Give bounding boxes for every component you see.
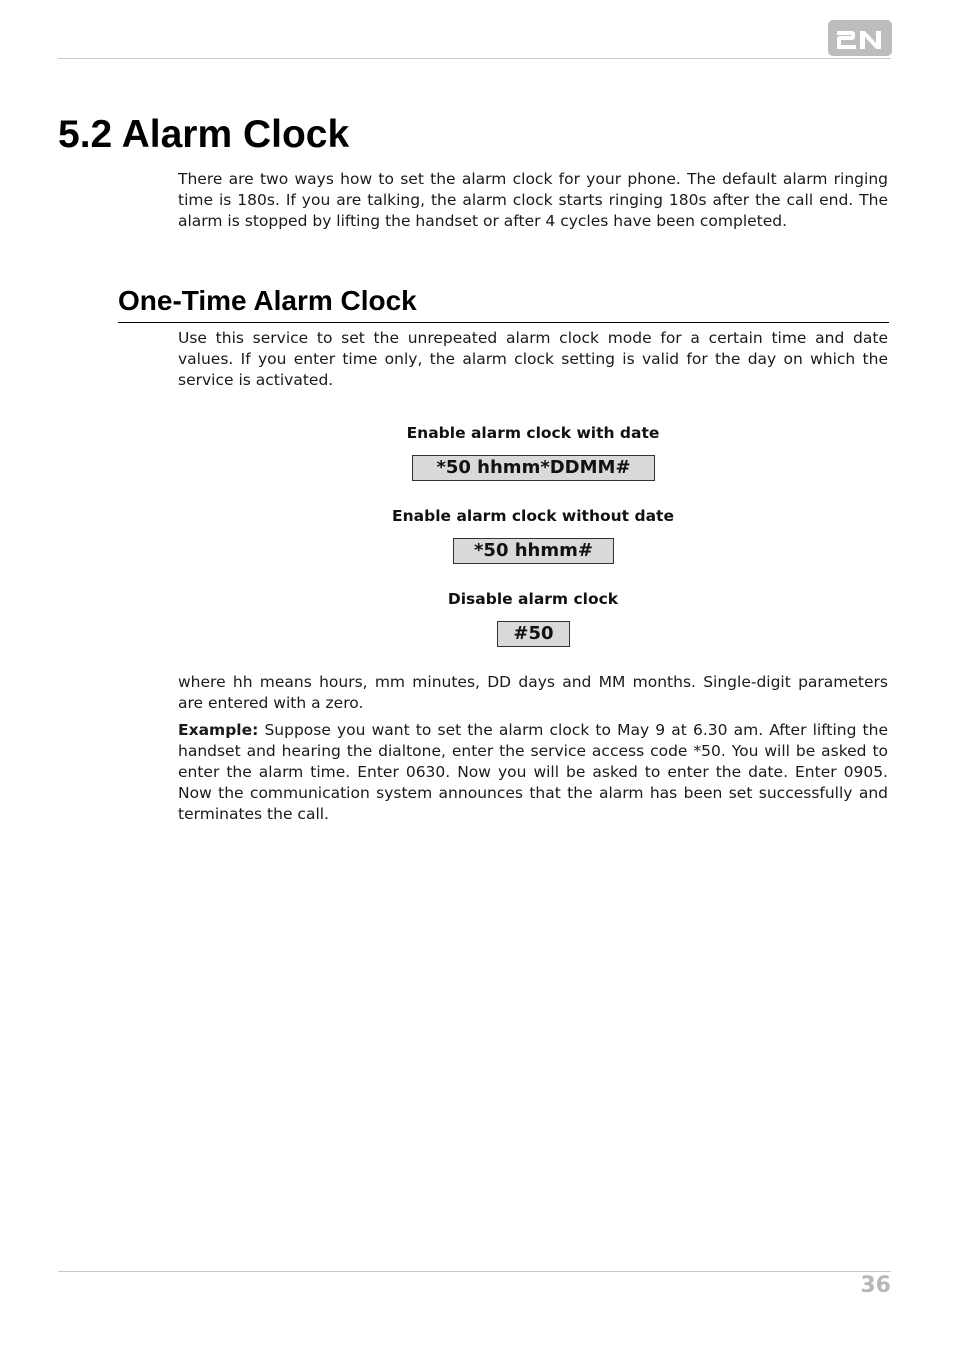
page-number: 36 — [860, 1273, 891, 1298]
subsection-title: One-Time Alarm Clock — [118, 285, 417, 316]
command-label-without-date: Enable alarm clock without date — [392, 507, 674, 525]
header-rule — [58, 58, 891, 59]
example-label: Example: — [178, 721, 259, 739]
command-label-disable: Disable alarm clock — [447, 590, 619, 608]
subsection-rule — [118, 322, 889, 323]
footer-rule — [58, 1271, 891, 1272]
example-text: Suppose you want to set the alarm clock to May 9 at 6.30 am. After lifting the handset and hearing the dialtone, enter the service access code *50. You will be asked to enter the alarm time. Enter 0630. Now you will be asked to enter the date. Enter 0905. Now the communication system announces that the alarm has been set successfully and terminates the call. — [178, 721, 888, 823]
section-title: 5.2 Alarm Clock — [58, 113, 350, 156]
brand-logo — [828, 20, 892, 56]
subsection-description: Use this service to set the unrepeated alarm clock mode for a certain time and date values. If you enter time only, the alarm clock setting is valid for the day on which the service is activated. — [178, 329, 888, 389]
command-code-disable: #50 — [497, 621, 570, 647]
parameters-note: where hh means hours, mm minutes, DD days and MM months. Single-digit parameters are entered with a zero. — [178, 673, 888, 712]
command-code-with-date: *50 hhmm*DDMM# — [412, 455, 655, 481]
intro-paragraph: There are two ways how to set the alarm clock for your phone. The default alarm ringing time is 180s. If you are talking, the alarm clock starts ringing 180s after the call end. The alarm is stopped by lifting the handset or after 4 cycles have been completed. — [178, 170, 888, 230]
example-paragraph — [178, 720, 888, 825]
command-label-with-date: Enable alarm clock with date — [406, 424, 660, 442]
command-code-without-date: *50 hhmm# — [453, 538, 614, 564]
